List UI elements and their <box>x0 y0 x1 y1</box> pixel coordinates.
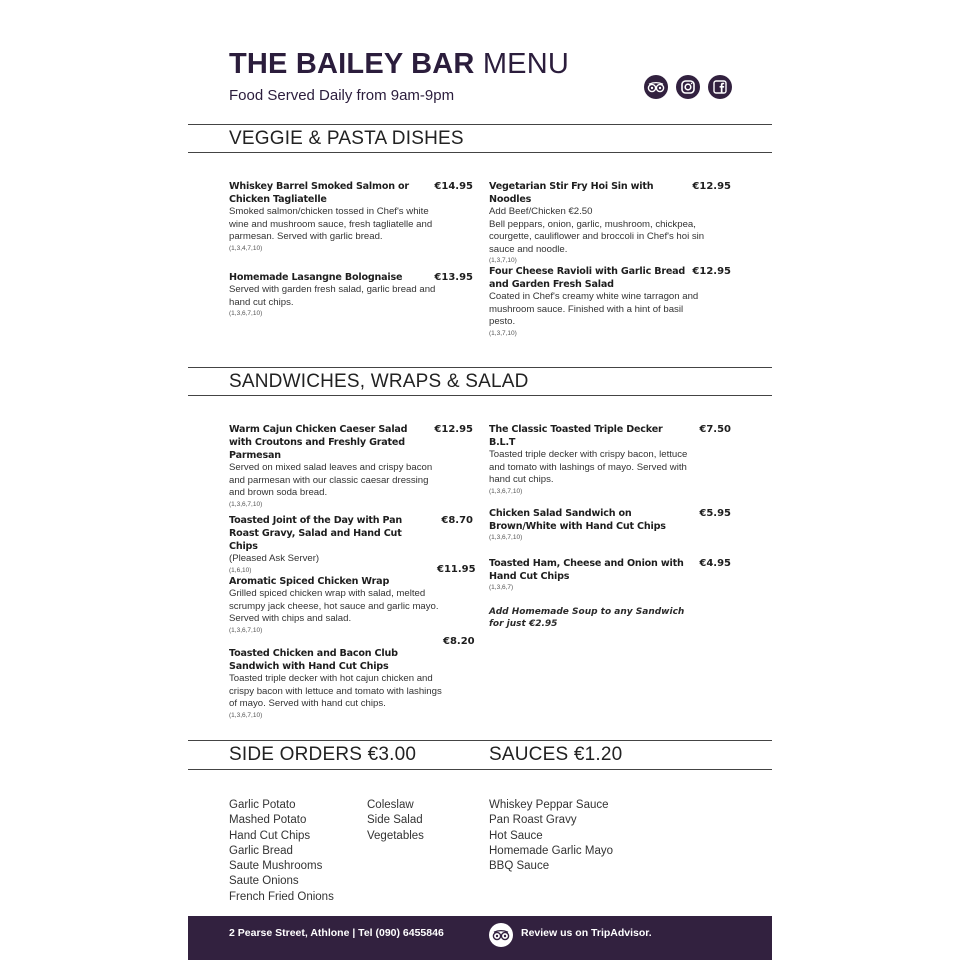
list-item: Hot Sauce <box>489 829 543 842</box>
item-price: €12.95 <box>692 181 731 192</box>
item-description: Coated in Chef's creamy white wine tarragon and mushroom sauce. Finished with a hint of basil pesto. <box>489 291 699 327</box>
divider <box>188 152 772 153</box>
list-item: Saute Mushrooms <box>229 860 323 873</box>
footer-bar <box>188 916 772 960</box>
list-item: Vegetables <box>367 829 424 842</box>
section-title-veggie-pasta: VEGGIE & PASTA DISHES <box>229 128 464 149</box>
menu-item <box>489 423 731 497</box>
section-title-sauces: SAUCES €1.20 <box>489 744 623 765</box>
item-description: Toasted triple decker with hot cajun chicken and crispy bacon with lettuce and tomato with lashings of mayo. Served with hand cut chips. <box>229 673 442 709</box>
list-item: Garlic Bread <box>229 844 293 857</box>
side-orders-list-1 <box>229 798 334 905</box>
item-name: Toasted Ham, Cheese and Onion with Hand Cut Chips <box>489 558 684 582</box>
title-menu-word: MENU <box>482 48 570 80</box>
section-title-side-orders: SIDE ORDERS €3.00 <box>229 744 417 765</box>
item-name: Toasted Joint of the Day with Pan Roast Gravy, Salad and Hand Cut Chips <box>229 515 403 552</box>
item-name: Chicken Salad Sandwich on Brown/White with Hand Cut Chips <box>489 508 666 532</box>
menu-item <box>489 265 731 339</box>
item-allergens: (1,3,7,10) <box>489 257 517 264</box>
item-allergens: (1,3,6,7,10) <box>489 487 523 495</box>
item-name: Whiskey Barrel Smoked Salmon or Chicken Tagliatelle <box>229 181 409 205</box>
list-item: Saute Onions <box>229 875 299 888</box>
sauces-list <box>489 798 613 874</box>
item-allergens: (1,3,6,7) <box>489 584 514 591</box>
item-description: (Pleased Ask Server) <box>229 553 320 564</box>
item-name: Vegetarian Stir Fry Hoi Sin with Noodles <box>489 181 654 205</box>
item-price: €5.95 <box>699 508 731 519</box>
item-allergens: (1,3,6,7,10) <box>229 626 263 634</box>
item-price: €4.95 <box>699 558 731 569</box>
list-item: Mashed Potato <box>229 814 307 827</box>
list-item: Homemade Garlic Mayo <box>489 844 613 857</box>
title-bar-name: THE BAILEY BAR <box>229 48 475 80</box>
soup-addon-note: Add Homemade Soup to any Sandwich for just €2.95 <box>489 607 685 629</box>
item-price: €8.20 <box>443 636 475 647</box>
item-allergens: (1,3,4,7,10) <box>229 244 263 252</box>
facebook-icon[interactable] <box>708 75 732 99</box>
instagram-icon[interactable] <box>676 75 700 99</box>
item-name: The Classic Toasted Triple Decker B.L.T <box>489 424 663 448</box>
divider <box>188 740 772 741</box>
divider <box>188 367 772 368</box>
item-allergens: (1,3,6,7,10) <box>229 711 263 719</box>
item-description: Grilled spiced chicken wrap with salad, melted scrumpy jack cheese, hot sauce and garlic mayo. Served with chips and salad. <box>229 588 439 624</box>
item-price: €12.95 <box>434 424 473 435</box>
tripadvisor-icon[interactable] <box>644 75 668 99</box>
list-item: Whiskey Peppar Sauce <box>489 799 609 811</box>
item-description: Toasted triple decker with crispy bacon, lettuce and tomato with lashings of mayo. Served with hand cut chips. <box>489 449 688 485</box>
item-name: Four Cheese Ravioli with Garlic Bread and Garden Fresh Salad <box>489 266 686 290</box>
divider <box>188 395 772 396</box>
item-description: Add Beef/Chicken €2.50 Bell peppars, onion, garlic, mushroom, chickpea, courgette, cauliflower and broccoli in Chef's hoi sin sauce and noodle. <box>489 206 705 255</box>
list-item: Side Salad <box>367 814 423 827</box>
serving-hours: Food Served Daily from 9am-9pm <box>229 87 455 104</box>
item-allergens: (1,3,6,7,10) <box>229 310 263 317</box>
item-description: Served with garden fresh salad, garlic bread and hand cut chips. <box>229 284 436 308</box>
side-orders-list-2 <box>367 798 424 844</box>
menu-item <box>229 271 473 319</box>
item-price: €11.95 <box>437 564 476 575</box>
item-allergens: (1,3,6,7,10) <box>489 534 523 541</box>
item-name: Toasted Chicken and Bacon Club Sandwich with Hand Cut Chips <box>229 648 398 672</box>
menu-item <box>229 647 473 721</box>
item-price: €8.70 <box>441 515 473 526</box>
tripadvisor-icon[interactable] <box>489 923 513 947</box>
menu-item <box>229 575 473 636</box>
item-name: Warm Cajun Chicken Caeser Salad with Croutons and Freshly Grated Parmesan <box>229 424 408 461</box>
menu-item <box>489 557 731 593</box>
footer-review-link[interactable]: Review us on TripAdvisor. <box>521 927 652 939</box>
item-price: €13.95 <box>434 272 473 283</box>
list-item: Coleslaw <box>367 799 414 811</box>
item-price: €14.95 <box>434 181 473 192</box>
list-item: French Fried Onions <box>229 890 334 903</box>
list-item: Hand Cut Chips <box>229 829 311 842</box>
item-price: €12.95 <box>692 266 731 277</box>
social-icons <box>644 75 732 99</box>
item-allergens: (1,3,7,10) <box>489 329 517 337</box>
item-description: Smoked salmon/chicken tossed in Chef's white wine and mushroom sauce, fresh tagliatelle and parmesan. Served with garlic bread. <box>229 206 433 242</box>
item-allergens: (1,3,6,7,10) <box>229 500 263 508</box>
divider <box>188 769 772 770</box>
divider <box>188 124 772 125</box>
menu-item <box>229 423 473 510</box>
menu-item <box>489 180 731 266</box>
list-item: BBQ Sauce <box>489 860 550 873</box>
item-name: Homemade Lasangne Bolognaise <box>229 272 403 283</box>
menu-title <box>229 48 569 81</box>
footer-address: 2 Pearse Street, Athlone | Tel (090) 6455846 <box>229 927 444 939</box>
menu-item <box>489 507 731 543</box>
menu-item <box>229 180 473 254</box>
list-item: Garlic Potato <box>229 799 296 811</box>
list-item: Pan Roast Gravy <box>489 814 577 827</box>
item-allergens: (1,6,10) <box>229 566 252 574</box>
item-price: €7.50 <box>699 424 731 435</box>
section-title-sandwiches: SANDWICHES, WRAPS & SALAD <box>229 371 529 392</box>
item-name: Aromatic Spiced Chicken Wrap <box>229 576 390 587</box>
item-description: Served on mixed salad leaves and crispy bacon and parmesan with our classic caesar dressing and brown soda bread. <box>229 462 433 498</box>
